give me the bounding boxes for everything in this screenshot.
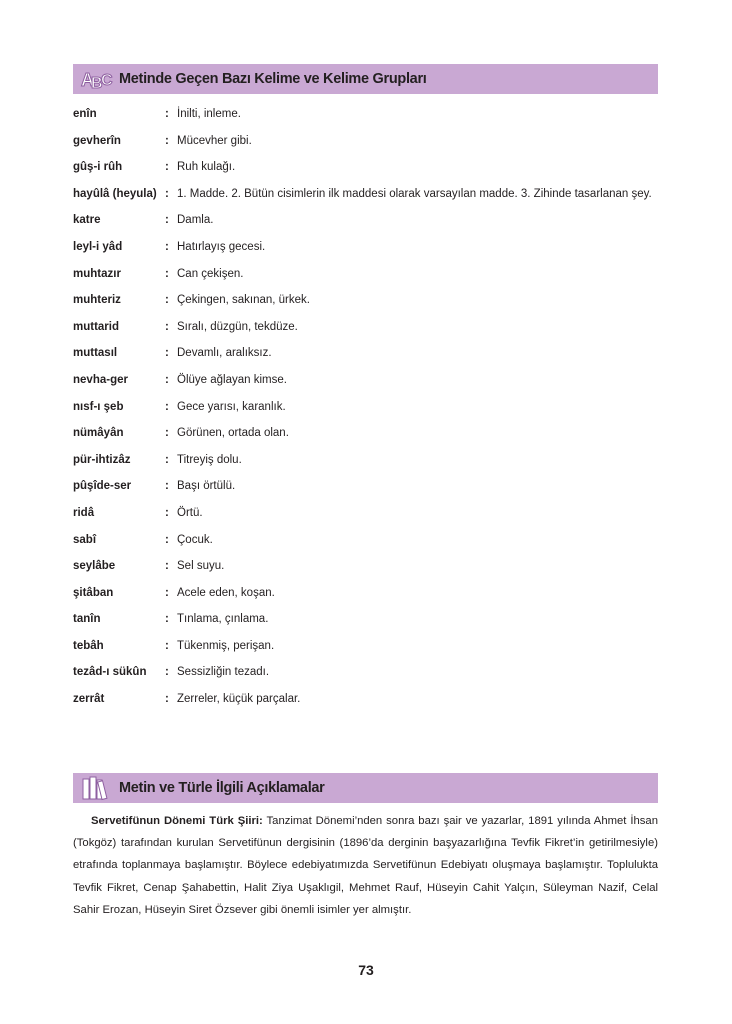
- glossary-definition: Çocuk.: [177, 533, 213, 546]
- glossary-term: nısf-ı şeb: [73, 400, 124, 413]
- glossary-entry: [73, 264, 663, 284]
- glossary-term: zerrât: [73, 693, 105, 706]
- glossary-term: nevha-ger: [73, 373, 128, 386]
- section-title: Metin ve Türle İlgili Açıklamalar: [119, 780, 325, 796]
- glossary-entry: [73, 636, 663, 656]
- glossary-term: ridâ: [73, 506, 95, 519]
- glossary-colon: :: [165, 294, 169, 307]
- glossary-definition: Çekingen, sakınan, ürkek.: [177, 294, 310, 307]
- glossary-colon: :: [165, 320, 169, 333]
- glossary-term: muhtazır: [73, 267, 121, 280]
- glossary-term: seylâbe: [73, 560, 116, 573]
- glossary-term: şitâban: [73, 586, 114, 599]
- glossary-colon: :: [165, 134, 169, 147]
- glossary-entry: [73, 210, 663, 230]
- glossary-definition: Zerreler, küçük parçalar.: [177, 693, 301, 706]
- glossary-definition: Acele eden, koşan.: [177, 586, 275, 599]
- glossary-entry: [73, 689, 663, 709]
- glossary-definition: İnilti, inleme.: [177, 108, 241, 120]
- glossary-term: tanîn: [73, 613, 101, 626]
- glossary-term: tebâh: [73, 639, 104, 652]
- glossary-term: nümâyân: [73, 427, 124, 440]
- glossary-term: gûş-i rûh: [73, 161, 123, 174]
- glossary-colon: :: [165, 480, 169, 493]
- glossary-entry: [73, 237, 663, 257]
- paragraph-lead: Servetifünun Dönemi Türk Şiiri:: [91, 815, 263, 827]
- glossary-entry: [73, 343, 663, 363]
- glossary-colon: :: [165, 639, 169, 652]
- glossary-entry: [73, 290, 663, 310]
- glossary-colon: :: [165, 533, 169, 546]
- glossary-entry: [73, 556, 663, 576]
- glossary-colon: :: [165, 108, 169, 120]
- glossary-definition: Titreyiş dolu.: [177, 453, 242, 466]
- glossary-definition: Can çekişen.: [177, 267, 244, 280]
- glossary-colon: :: [165, 693, 169, 706]
- glossary-colon: :: [165, 373, 169, 386]
- glossary-entry: [73, 317, 663, 337]
- glossary-entry: [73, 609, 663, 629]
- glossary-list: [73, 104, 663, 716]
- glossary-colon: :: [165, 161, 169, 174]
- glossary-colon: :: [165, 666, 169, 679]
- glossary-colon: :: [165, 214, 169, 227]
- glossary-term: gevherîn: [73, 134, 121, 147]
- glossary-entry: [73, 450, 663, 470]
- glossary-definition: Ruh kulağı.: [177, 161, 236, 174]
- glossary-definition: Sel suyu.: [177, 560, 225, 573]
- abc-letters-icon: [77, 64, 117, 94]
- glossary-definition: Ölüye ağlayan kimse.: [177, 373, 287, 386]
- glossary-definition: Sessizliğin tezadı.: [177, 666, 270, 679]
- glossary-entry: [73, 423, 663, 443]
- glossary-colon: :: [165, 187, 169, 200]
- glossary-entry: [73, 530, 663, 550]
- glossary-definition: Damla.: [177, 214, 214, 227]
- glossary-entry: [73, 503, 663, 523]
- svg-text:A: A: [81, 70, 94, 90]
- glossary-term: pûşîde-ser: [73, 480, 132, 493]
- glossary-term: muttarid: [73, 320, 119, 333]
- glossary-definition: Başı örtülü.: [177, 480, 236, 493]
- glossary-colon: :: [165, 347, 169, 360]
- glossary-term: hayûlâ (heyula): [73, 187, 157, 200]
- glossary-term: katre: [73, 214, 101, 227]
- glossary-entry: [73, 104, 663, 124]
- glossary-term: tezâd-ı sükûn: [73, 666, 147, 679]
- glossary-colon: :: [165, 427, 169, 440]
- glossary-colon: :: [165, 400, 169, 413]
- glossary-colon: :: [165, 506, 169, 519]
- glossary-entry: [73, 662, 663, 682]
- glossary-entry: [73, 131, 663, 151]
- glossary-entry: [73, 476, 663, 496]
- glossary-term: leyl-i yâd: [73, 240, 123, 253]
- glossary-definition: Görünen, ortada olan.: [177, 427, 289, 440]
- glossary-term: muhteriz: [73, 294, 121, 307]
- glossary-term: muttasıl: [73, 347, 118, 360]
- explanation-paragraph: [73, 810, 658, 921]
- section-title: Metinde Geçen Bazı Kelime ve Kelime Grupları: [119, 71, 427, 87]
- glossary-definition: 1. Madde. 2. Bütün cisimlerin ilk maddesi olarak varsayılan madde. 3. Zihinde tasarlanan şey.: [177, 187, 652, 200]
- glossary-term: enîn: [73, 108, 97, 120]
- glossary-definition: Tükenmiş, perişan.: [177, 639, 275, 652]
- paragraph-text: Tanzimat Dönemi’nden sonra bazı şair ve yazarlar, 1891 yılında Ahmet İhsan (Tokgöz) tarafından kurulan Servetifünun dergisinin (1896’da derginin başyazarlığına Tevfik Fikret’in getirilmesiyle) etrafında toplanmaya başlamıştır. Böylece edebiyatımızda Servetifünun Edebiyatı oluşmaya başlamıştır. Toplulukta Tevfik Fikret, Cenap Şahabettin, Halit Ziya Uşaklıgil, Mehmet Rauf, Hüseyin Cahit Yalçın, Süleyman Nazif, Celal Sahir Erozan, Hüseyin Siret Özsever gibi önemli isimler yer almıştır.: [73, 815, 658, 916]
- glossary-colon: :: [165, 240, 169, 253]
- glossary-colon: :: [165, 613, 169, 626]
- glossary-definition: Tınlama, çınlama.: [177, 613, 269, 626]
- page-number: 73: [358, 962, 374, 978]
- glossary-entry: [73, 583, 663, 603]
- glossary-definition: Örtü.: [177, 506, 203, 519]
- glossary-definition: Mücevher gibi.: [177, 134, 252, 147]
- glossary-definition: Sıralı, düzgün, tekdüze.: [177, 320, 298, 333]
- glossary-entry: [73, 397, 663, 417]
- svg-text:B: B: [91, 75, 103, 92]
- glossary-colon: :: [165, 453, 169, 466]
- glossary-entry: [73, 184, 663, 204]
- glossary-entry: [73, 157, 663, 177]
- section-header-vocabulary: [73, 64, 658, 94]
- section-header-explanations: [73, 773, 658, 803]
- glossary-term: sabî: [73, 533, 97, 546]
- glossary-colon: :: [165, 560, 169, 573]
- glossary-term: pür-ihtizâz: [73, 453, 131, 466]
- glossary-entry: [73, 370, 663, 390]
- glossary-colon: :: [165, 267, 169, 280]
- glossary-definition: Hatırlayış gecesi.: [177, 240, 266, 253]
- books-icon: [77, 773, 117, 803]
- glossary-definition: Gece yarısı, karanlık.: [177, 400, 286, 413]
- glossary-colon: :: [165, 586, 169, 599]
- glossary-definition: Devamlı, aralıksız.: [177, 347, 272, 360]
- svg-text:C: C: [101, 72, 113, 89]
